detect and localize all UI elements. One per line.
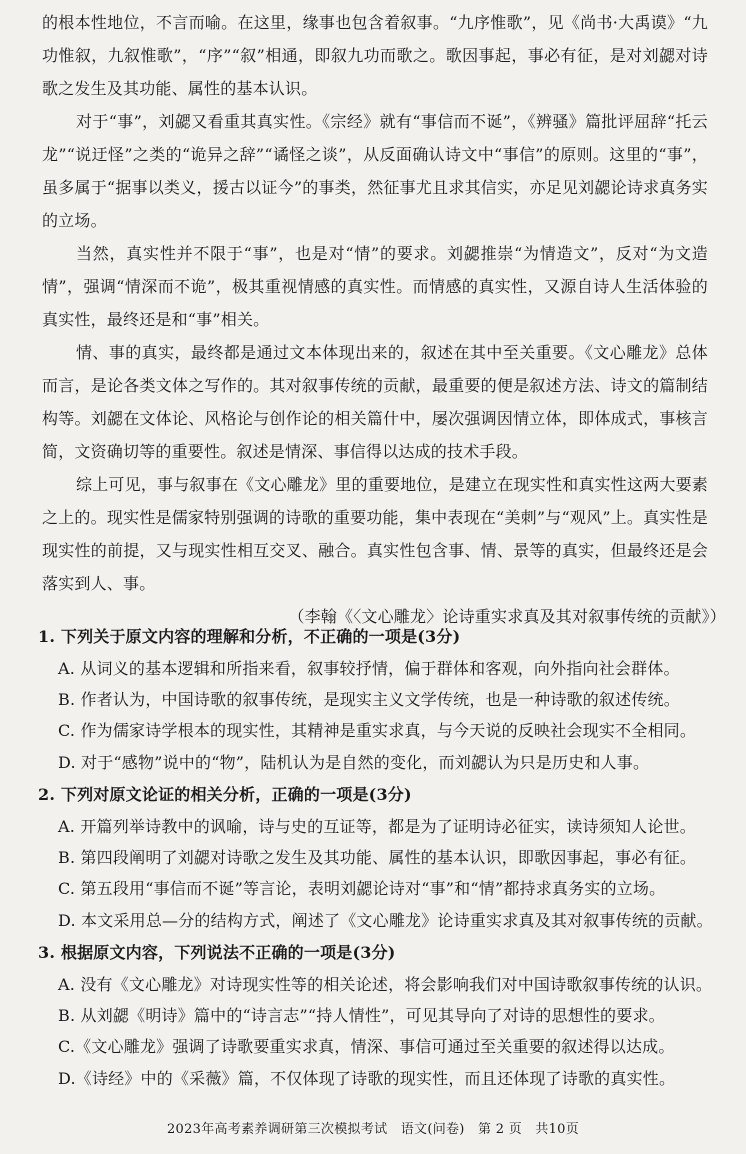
source-citation: （李翰《〈文心雕龙〉论诗重实求真及其对叙事传统的贡献》） (288, 607, 726, 626)
question-3-stem: 3. 根据原文内容，下列说法不正确的一项是(3分) (38, 943, 396, 962)
paragraph-2: 对于“事”，刘勰又看重其真实性。《宗经》就有“事信而不诞”，《辨骚》篇批评屈辞“托云龙”“说迂怪”之类的“诡异之辞”“谲怪之谈”，从反面确认诗文中“事信”的原则。这里的“事”，虽多属于“据事以类义，援古以证今”的事类，然征事尤且求其信实，亦足见刘勰论诗求真务实的立场。 (42, 112, 708, 230)
paragraph-3: 当然，真实性并不限于“事”，也是对“情”的要求。刘勰推崇“为情造文”，反对“为文造情”，强调“情深而不诡”，极其重视情感的真实性。而情感的真实性，又源自诗人生活体验的真实性，最终还是和“事”相关。 (42, 244, 708, 329)
question-1-option-b: B. 作者认为，中国诗歌的叙事传统，是现实主义文学传统，也是一种诗歌的叙述传统。 (58, 690, 680, 709)
question-2-option-c: C. 第五段用“事信而不诞”等言论，表明刘勰论诗对“事”和“情”都持求真务实的立场。 (58, 879, 666, 898)
paragraph-1: 的根本性地位，不言而喻。在这里，缘事也包含着叙事。“九序惟歌”，见《尚书·大禹谟》“九功惟叙，九叙惟歌”，“序”“叙”相通，即叙九功而歌之。歌因事起，事必有征，是对刘勰对诗歌之发生及其功能、属性的基本认识。 (42, 13, 708, 98)
question-1-option-c: C. 作为儒家诗学根本的现实性，其精神是重实求真，与今天说的反映社会现实不全相同。 (58, 721, 697, 740)
question-1-option-a: A. 从词义的基本逻辑和所指来看，叙事较抒情，偏于群体和客观，向外指向社会群体。 (58, 659, 680, 678)
question-2-option-d: D. 本文采用总—分的结构方式，阐述了《文心雕龙》论诗重实求真及其对叙事传统的贡献。 (58, 911, 713, 930)
question-3-option-d: D.《诗经》中的《采薇》篇，不仅体现了诗歌的现实性，而且还体现了诗歌的真实性。 (58, 1069, 676, 1088)
question-2-stem: 2. 下列对原文论证的相关分析，正确的一项是(3分) (38, 785, 412, 804)
question-1-stem: 1. 下列关于原文内容的理解和分析，不正确的一项是(3分) (38, 627, 461, 646)
question-1-option-d: D. 对于“感物”说中的“物”，陆机认为是自然的变化，而刘勰认为只是历史和人事。 (58, 753, 650, 772)
question-3-option-b: B. 从刘勰《明诗》篇中的“诗言志”“持人情性”，可见其导向了对诗的思想性的要求。 (58, 1006, 665, 1025)
question-2-option-b: B. 第四段阐明了刘勰对诗歌之发生及其功能、属性的基本认识，即歌因事起，事必有征。 (58, 848, 697, 867)
question-3-option-c: C.《文心雕龙》强调了诗歌要重实求真，情深、事信可通过至关重要的叙述得以达成。 (58, 1037, 675, 1056)
page-footer: 2023年高考素养调研第三次模拟考试 语文(问卷) 第 2 页 共10页 (166, 1122, 580, 1137)
question-3-option-a: A. 没有《文心雕龙》对诗现实性等的相关论述，将会影响我们对中国诗歌叙事传统的认识。 (58, 975, 713, 994)
question-2-option-a: A. 开篇列举诗教中的讽喻，诗与史的互证等，都是为了证明诗必征实，读诗须知人论世。 (58, 817, 696, 836)
paragraph-5: 综上可见，事与叙事在《文心雕龙》里的重要地位，是建立在现实性和真实性这两大要素之上的。现实性是儒家特别强调的诗歌的重要功能，集中表现在“美刺”与“观风”上。真实性是现实性的前提，又与现实性相互交叉、融合。真实性包含事、情、景等的真实，但最终还是会落实到人、事。 (42, 475, 708, 593)
paragraph-4: 情、事的真实，最终都是通过文本体现出来的，叙述在其中至关重要。《文心雕龙》总体而言，是论各类文体之写作的。其对叙事传统的贡献，最重要的便是叙述方法、诗文的篇制结构等。刘勰在文体论、风格论与创作论的相关篇什中，屡次强调因情立体，即体成式，事核言简，文资确切等的重要性。叙述是情深、事信得以达成的技术手段。 (42, 343, 708, 461)
